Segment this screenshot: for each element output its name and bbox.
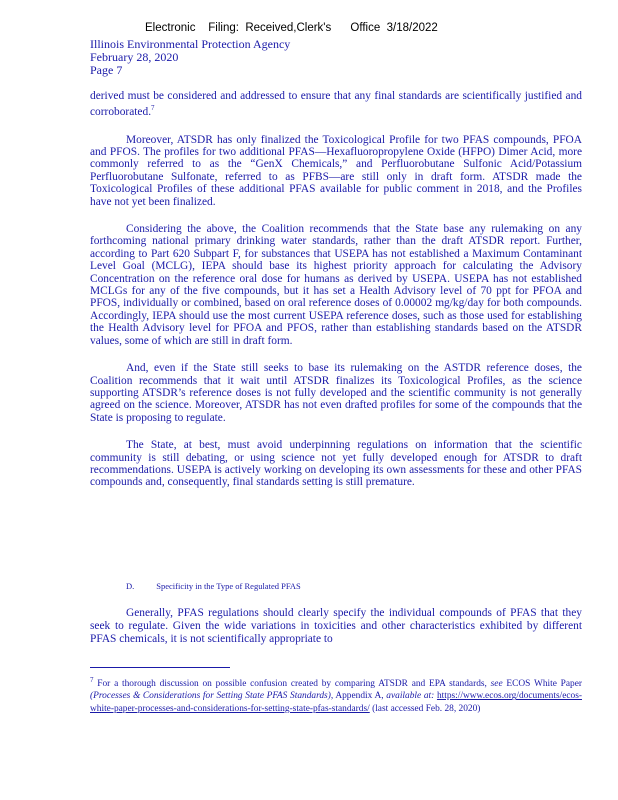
section-heading — [126, 581, 323, 591]
agency-name: Illinois Environmental Protection Agency — [90, 37, 291, 51]
footnote-ref: 7 — [151, 104, 155, 113]
page-number: Page 7 — [90, 63, 123, 77]
section-title: Specificity in the Type of Regulated PFAS — [156, 581, 301, 591]
paragraph: Considering the above, the Coalition recommends that the State base any rulemaking on any forthcoming national primary drinking water standards, rather than the draft ATSDR report. Further, according to Part 620 Subpart F, for substances that USEPA has not established a Maximum Contaminant Level Goal (MCLG), IEPA should base its highest priority approach for calculating the Advisory Concentration on the reference oral dose for humans as derived by USEPA. USEPA has not established MCLGs for any of the five compounds, but it has set a Health Advisory level of 70 ppt for PFOA and PFOS, individually or combined, based on oral reference doses of 0.00002 mg/kg/day for both compounds. Accordingly, IEPA should use the most current USEPA reference doses, such as those used for establishing the Health Advisory level for PFOA and PFOS, rather than establishing standards based on the ATSDR values, some of which are still in draft form. — [90, 223, 582, 347]
section-letter: D. — [126, 581, 135, 591]
body-text — [90, 90, 582, 504]
paragraph: Generally, PFAS regulations should clearly specify the individual compounds of PFAS that they seek to regulate. Given the wide variations in toxicities and other characteristics exhibited by different PFAS chemicals, it is not scientifically appropriate to — [90, 607, 582, 645]
paragraph: And, even if the State still seeks to base its rulemaking on the ASTDR reference doses, the Coalition recommends that it wait until ATSDR finalizes its Toxicological Profiles, as the science supporting ATSDR’s reference doses is not fully developed and the scientific community is not generally agreed on the science. Moreover, ATSDR has not even drafted profiles for some of the compounds that the State is proposing to regulate. — [90, 362, 582, 424]
paragraph: Moreover, ATSDR has only finalized the Toxicological Profile for two PFAS compounds, PFOA and PFOS. The profiles for two additional PFAS—Hexafluoropropylene Oxide (HFPO) Dimer Acid, more commonly referred to as the “GenX Chemicals,” and Perfluorobutane Sulfonic Acid/Potassium Perfluorobutane Sulfonate, referred to as PFBS—are still only in draft form. ATSDR made the Toxicological Profiles of these additional PFAS available for public comment in 2018, and the Profiles have not yet been finalized. — [90, 133, 582, 208]
footnote-divider — [90, 667, 230, 668]
filing-stamp: Electronic Filing: Received,Clerk's Office 3/18/2022 — [145, 22, 438, 34]
footnote: $^7$ For a thorough discussion on possible confusion created by comparing ATSDR and EPA standards, see ECOS White Paper (Processes & Considerations for Setting State PFAS Standards), Appendix A, available at: https://www.ecos.org/documents/ecos-white-paper-processes-and-considerations-for-setting-state-pfas-standards/ (last accessed Feb. 28, 2020) — [90, 676, 583, 714]
paragraph: The State, at best, must avoid underpinning regulations on information that the scientific community is still debating, or using science not yet fully developed enough for ATSDR to draft recommendations. USEPA is actively working on developing its own assessments for these and other PFAS compounds and, consequently, final standards setting is still premature. — [90, 439, 582, 489]
paragraph-continued: derived must be considered and addressed to ensure that any final standards are scientifically justified and corroborated.$^7$ — [90, 90, 582, 119]
letter-date: February 28, 2020 — [90, 50, 179, 64]
letter-header — [90, 38, 290, 77]
footnote-mark: 7 — [90, 676, 94, 684]
footnote-link[interactable]: https://www.ecos.org/documents/ecos-white-paper-processes-and-considerations-for-setting-state-pfas-standards/ — [90, 691, 582, 714]
